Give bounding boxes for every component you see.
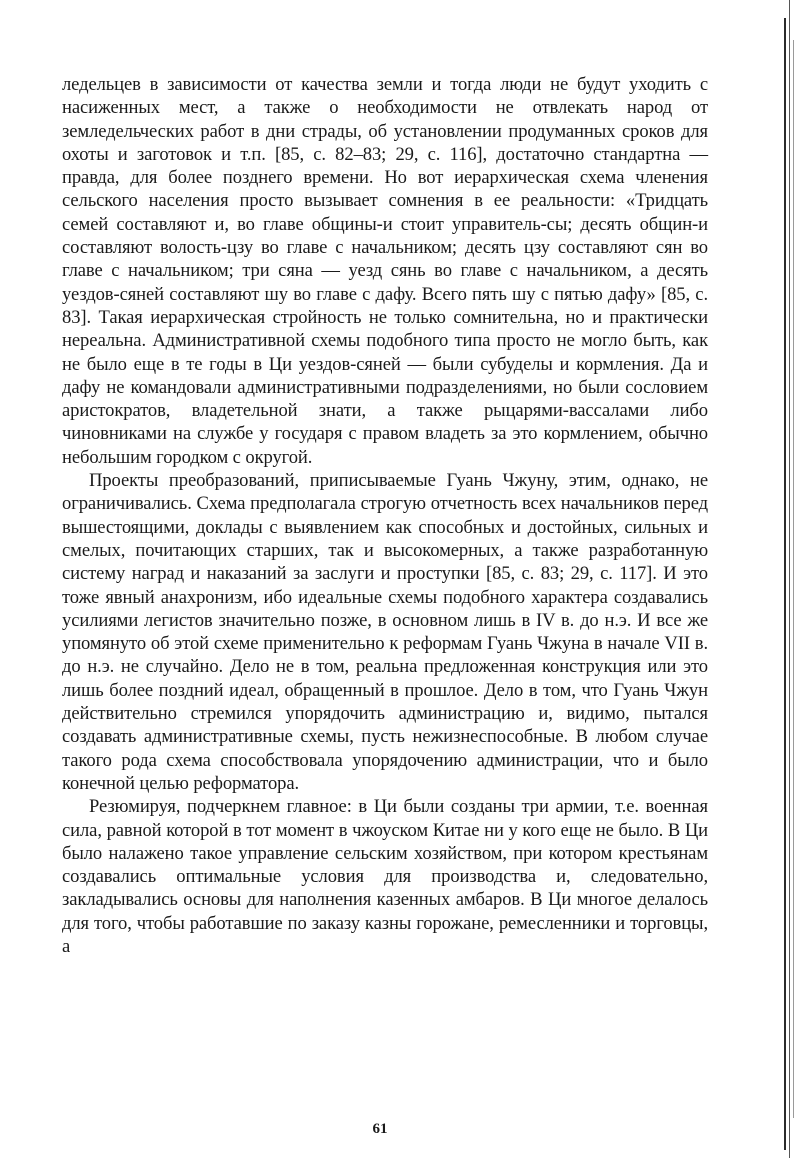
paragraph-3: Резюмируя, подчеркнем главное: в Ци были созданы три армии, т.е. военная сила, равной которой в тот момент в чжоуском Китае ни у кого еще не было. В Ци было налажено такое управление сельским хозяйством, при котором крестьянам создавались оптимальные условия для производства и, следовательно, закладывались основы для наполнения казенных амбаров. В Ци многое делалось для того, чтобы работавшие по заказу казны горожане, ремесленники и торговцы, а — [62, 796, 708, 957]
page-body — [62, 73, 708, 958]
spine-line — [793, 40, 794, 1118]
page-number: 61 — [372, 1121, 388, 1137]
spine-line — [789, 0, 790, 1158]
book-spine-edge — [784, 0, 798, 1158]
spine-line — [784, 18, 786, 1150]
paragraph-1: ледельцев в зависимости от качества земли и тогда люди не будут уходить с насиженных мест, а также о необходимости не отвлекать народ от земледельческих работ в дни страды, об установлении продуманных сроков для охоты и заготовок и т.п. [85, с. 82–83; 29, с. 116], достаточно стандартна — правда, для более позднего времени. Но вот иерархическая схема членения сельского населения просто вызывает сомнения в ее реальности: «Тридцать семей составляют и, во главе общины-и стоит управитель-сы; десять общин-и составляют волость-цзу во главе с начальником; десять цзу составляют сян во главе с начальником; три сяна — уезд сянь во главе с начальником, а десять уездов-сяней составляют шу во главе с дафу. Всего пять шу с пятью дафу» [85, с. 83]. Такая иерархическая стройность не только сомнительна, но и практически нереальна. Административной схемы подобного типа просто не могло быть, как не было еще в те годы в Ци уездов-сяней — были субуделы и кормления. Да и дафу не командовали административными подразделениями, но были сословием аристократов, владетельной знати, а также рыцарями-вассалами либо чиновниками на службе у государя с правом владеть за это кормлением, обычно небольшим городком с округой. — [62, 74, 708, 468]
paragraph-2: Проекты преобразований, приписываемые Гуань Чжуну, этим, однако, не ограничивались. Схема предполагала строгую отчетность всех начальников перед вышестоящими, доклады с выявлением как способных и достойных, сильных и смелых, почитающих старших, так и высокомерных, а также разработанную систему наград и наказаний за заслуги и проступки [85, с. 83; 29, с. 117]. И это тоже явный анахронизм, ибо идеальные схемы подобного характера создавались усилиями легистов значительно позже, в основном лишь в IV в. до н.э. И все же упомянуто об этой схеме применительно к реформам Гуань Чжуна в начале VII в. до н.э. не случайно. Дело не в том, реальна предложенная конструкция или это лишь более поздний идеал, обращенный в прошлое. Дело в том, что Гуань Чжун действительно стремился упорядочить администрацию и, видимо, пытался создавать административные схемы, пусть нежизнеспособные. В любом случае такого рода схема способствовала упорядочению администрации, что и было конечной целью реформатора. — [62, 470, 708, 794]
